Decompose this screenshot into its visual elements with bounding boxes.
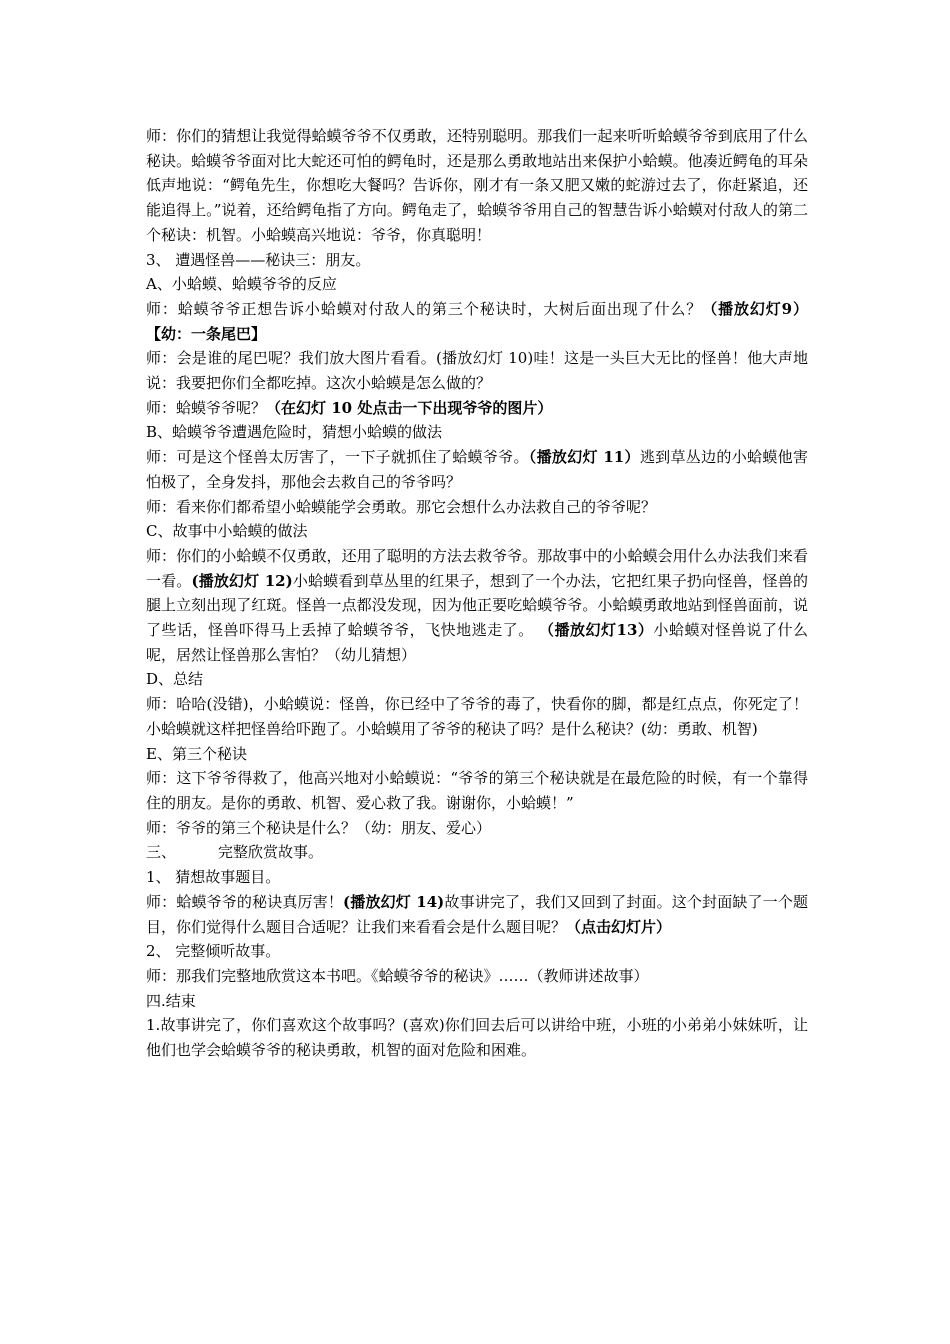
text-segment: 师：看来你们都希望小蛤蟆能学会勇敢。那它会想什么办法救自己的爷爷呢？ xyxy=(146,497,657,516)
paragraph xyxy=(146,692,808,741)
bold-text-segment: （点击幻灯片） xyxy=(566,917,672,936)
text-segment: 师：这下爷爷得救了，他高兴地对小蛤蟆说：“爷爷的第三个秘诀就是在最危险的时候，有一个靠得住的朋友。是你的勇敢、机智、爱心救了我。谢谢你，小蛤蟆！” xyxy=(146,769,808,812)
bold-text-segment: （播放幻灯 11） xyxy=(528,448,640,467)
paragraph xyxy=(146,989,808,1014)
paragraph xyxy=(146,519,808,544)
paragraph xyxy=(146,297,808,346)
paragraph xyxy=(146,124,808,248)
text-segment: 完整欣赏故事。 xyxy=(218,843,324,862)
text-segment: 故事讲完了，我们又回到了封面。这个封面缺了一个题目，你们觉得什么题目合适呢？让我们来看看会是什么题目呢？ xyxy=(146,892,808,936)
text-segment: 师：那我们完整地欣赏这本书吧。《蛤蟆爷爷的秘诀》……（教师讲述故事） xyxy=(146,966,649,985)
bold-text-segment: (播放幻灯 12) xyxy=(191,571,293,590)
text-segment: D、总结 xyxy=(146,670,204,689)
paragraph xyxy=(146,816,808,841)
text-segment: 四.结束 xyxy=(146,991,196,1010)
paragraph xyxy=(146,396,808,421)
text-segment: C、故事中小蛤蟆的做法 xyxy=(146,522,308,541)
paragraph xyxy=(146,890,808,939)
text-segment: 逃到草丛边的小蛤蟆他害怕极了，全身发抖，那他会去救自己的爷爷吗？ xyxy=(146,448,808,491)
paragraph xyxy=(146,742,808,767)
paragraph xyxy=(146,964,808,989)
paragraph xyxy=(146,544,808,668)
text-segment: E、第三个秘诀 xyxy=(146,744,247,763)
paragraph xyxy=(146,346,808,395)
text-segment: 师：你们的猜想让我觉得蛤蟆爷爷不仅勇敢，还特别聪明。那我们一起来听听蛤蟆爷爷到底用了什么秘诀。蛤蟆爷爷面对比大蛇还可怕的鳄龟时，还是那么勇敢地站出来保护小蛤蟆。他凑近鳄龟的耳朵低声地说：“鳄龟先生，你想吃大餐吗？告诉你，刚才有一条又肥又嫩的蛇游过去了，你赶紧追，还能追得上。”说着，还给鳄龟指了方向。鳄龟走了，蛤蟆爷爷用自己的智慧告诉小蛤蟆对付敌人的第二个秘诀：机智。小蛤蟆高兴地说：爷爷，你真聪明！ xyxy=(146,127,808,244)
text-segment: 1.故事讲完了，你们喜欢这个故事吗？(喜欢)你们回去后可以讲给中班，小班的小弟弟小妹妹听，让他们也学会蛤蟆爷爷的秘诀勇敢，机智的面对危险和困难。 xyxy=(146,1016,808,1060)
paragraph xyxy=(146,445,808,494)
bold-text-segment: (播放幻灯 14) xyxy=(343,892,445,911)
paragraph xyxy=(146,272,808,297)
paragraph xyxy=(146,420,808,445)
paragraph xyxy=(146,667,808,692)
text-segment: 师：蛤蟆爷爷的秘诀真厉害！ xyxy=(146,892,344,911)
bold-text-segment: （播放幻灯13） xyxy=(538,621,654,640)
text-segment: 小蛤蟆对怪兽说了什么呢，居然让怪兽那么害怕？（幼儿猜想） xyxy=(146,621,808,664)
bold-text-segment: （在幻灯 10 处点击一下出现爷爷的图片） xyxy=(266,398,553,417)
text-segment: 师：爷爷的第三个秘诀是什么？（幼：朋友、爱心） xyxy=(146,818,492,837)
document-body xyxy=(146,124,808,1063)
text-segment: 师：会是谁的尾巴呢？我们放大图片看看。(播放幻灯 10)哇！这是一头巨大无比的怪兽！他大声地说：我要把你们全都吃掉。这次小蛤蟆是怎么做的？ xyxy=(146,349,808,393)
text-segment: 师：可是这个怪兽太厉害了，一下子就抓住了蛤蟆爷爷。 xyxy=(146,448,529,467)
text-segment: 师：你们的小蛤蟆不仅勇敢，还用了聪明的方法去救爷爷。那故事中的小蛤蟆会用什么办法我们来看一看。 xyxy=(146,546,808,590)
text-segment: 师：蛤蟆爷爷呢？ xyxy=(146,398,267,417)
paragraph xyxy=(146,840,808,865)
text-segment: 三、 xyxy=(146,843,177,862)
paragraph xyxy=(146,865,808,890)
paragraph xyxy=(146,1013,808,1062)
text-segment: 师：蛤蟆爷爷正想告诉小蛤蟆对付敌人的第三个秘诀时，大树后面出现了什么？ xyxy=(146,299,703,318)
text-segment: 2、 完整倾听故事。 xyxy=(146,942,281,961)
bold-text-segment: （播放幻灯9）【幼：一条尾巴】 xyxy=(146,299,808,343)
paragraph xyxy=(146,248,808,273)
paragraph xyxy=(146,766,808,815)
text-segment: 3、 遭遇怪兽——秘诀三：朋友。 xyxy=(146,250,371,269)
paragraph xyxy=(146,939,808,964)
text-segment: B、蛤蟆爷爷遭遇危险时，猜想小蛤蟆的做法 xyxy=(146,423,443,442)
text-segment: 小蛤蟆看到草丛里的红果子，想到了一个办法，它把红果子扔向怪兽，怪兽的腿上立刻出现了红斑。怪兽一点都没发现，因为他正要吃蛤蟆爷爷。小蛤蟆勇敢地站到怪兽面前，说了些话，怪兽吓得马上丢掉了蛤蟆爷爷，飞快地逃走了。 xyxy=(146,571,808,640)
text-segment: 1、 猜想故事题目。 xyxy=(146,868,281,887)
paragraph xyxy=(146,495,808,520)
text-segment: A、小蛤蟆、蛤蟆爷爷的反应 xyxy=(146,275,337,294)
text-segment: 师：哈哈(没错)，小蛤蟆说：怪兽，你已经中了爷爷的毒了，快看你的脚，都是红点点，你死定了！小蛤蟆就这样把怪兽给吓跑了。小蛤蟆用了爷爷的秘诀了吗？是什么秘诀？(幼：勇敢、机智) xyxy=(146,695,808,738)
